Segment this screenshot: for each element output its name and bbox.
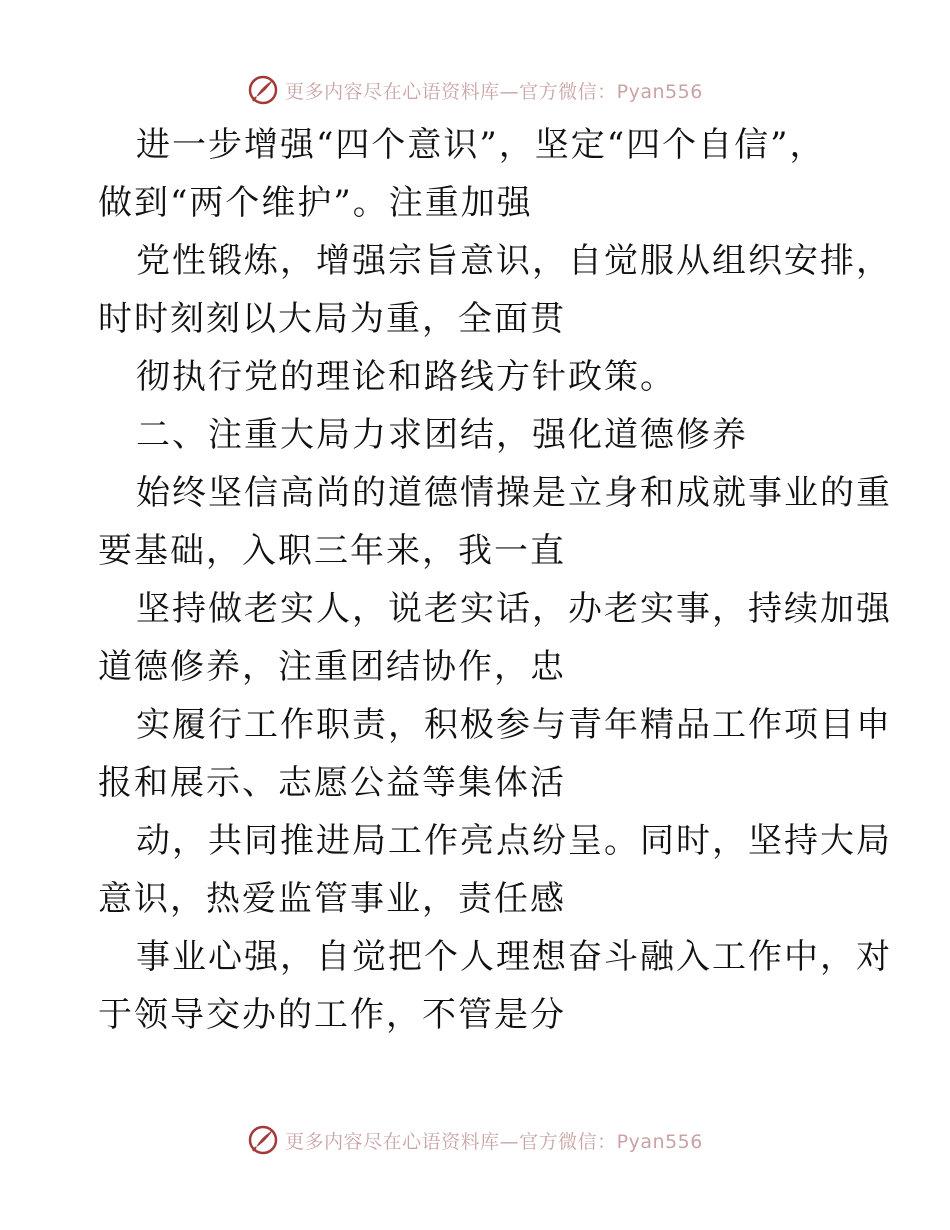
quill-pen-logo-icon (247, 1124, 279, 1156)
text-line: 始终坚信高尚的道德情操是立身和成就事业的重 (136, 473, 892, 513)
text-line: 报和展示、志愿公益等集体活 (98, 763, 566, 803)
text-line: 于领导交办的工作，不管是分 (98, 995, 566, 1035)
document-body (98, 116, 892, 1044)
text-line: 进一步增强“四个意识”，坚定“四个自信”， (136, 125, 826, 165)
text-line: 意识，热爱监管事业，责任感 (98, 879, 566, 919)
text-line: 事业心强，自觉把个人理想奋斗融入工作中，对 (136, 937, 892, 977)
text-line: 二、注重大局力求团结，强化道德修养 (136, 415, 748, 455)
text-line: 党性锻炼，增强宗旨意识，自觉服从组织安排， (136, 241, 892, 281)
footer-watermark (0, 1120, 950, 1160)
quill-pen-logo-icon (247, 74, 279, 106)
text-line: 动，共同推进局工作亮点纷呈。同时，坚持大局 (136, 821, 892, 861)
text-line: 要基础，入职三年来，我一直 (98, 531, 566, 571)
text-line: 实履行工作职责，积极参与青年精品工作项目申 (136, 705, 892, 745)
text-line: 坚持做老实人，说老实话，办老实事，持续加强 (136, 589, 892, 629)
text-line: 彻执行党的理论和路线方针政策。 (136, 357, 676, 397)
watermark-text: 更多内容尽在心语资料库—官方微信：Pyan556 (285, 1130, 703, 1153)
watermark-text: 更多内容尽在心语资料库—官方微信：Pyan556 (285, 80, 703, 103)
header-watermark (0, 70, 950, 110)
text-line: 做到“两个维护”。注重加强 (98, 183, 533, 223)
text-line: 道德修养，注重团结协作，忠 (98, 647, 566, 687)
text-line: 时时刻刻以大局为重，全面贯 (98, 299, 566, 339)
